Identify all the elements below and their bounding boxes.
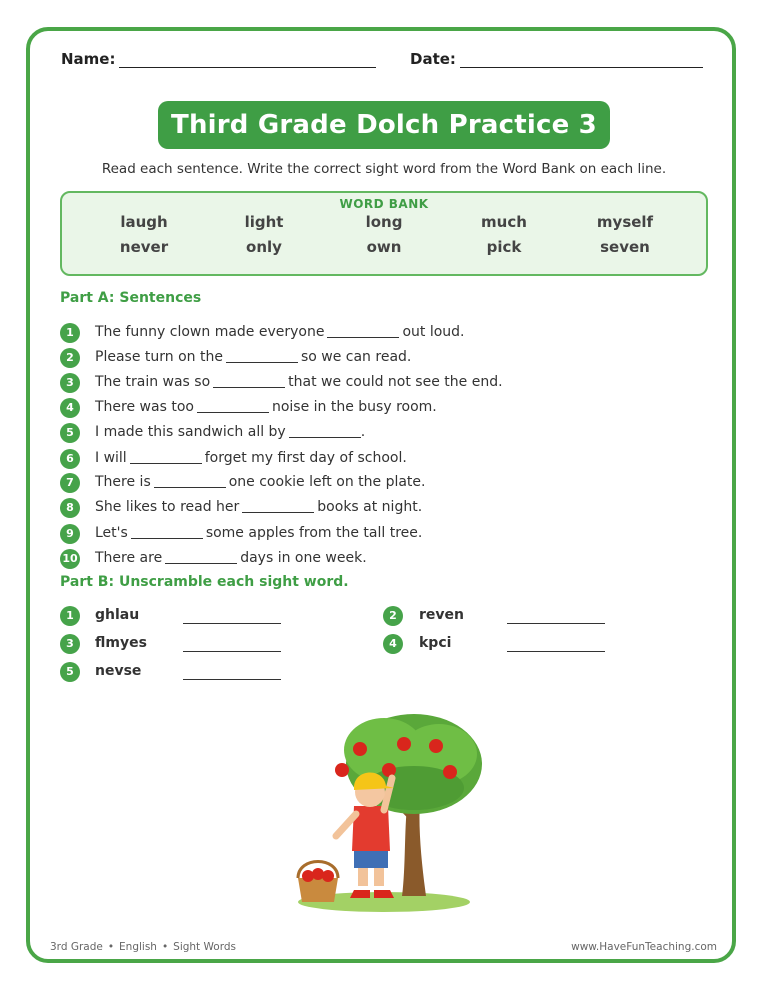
footer-tag: English <box>119 941 157 953</box>
footer-tag: 3rd Grade <box>50 941 103 953</box>
item-number-badge: 1 <box>60 606 80 626</box>
item-number-badge: 10 <box>60 549 80 569</box>
item-number-badge: 4 <box>383 634 403 654</box>
word-bank-title: WORD BANK <box>339 197 429 211</box>
answer-blank[interactable] <box>183 679 281 680</box>
footer-website: www.HaveFunTeaching.com <box>571 941 717 953</box>
sentence-text: There is <box>95 474 151 490</box>
sentence-text: She likes to read her <box>95 499 240 515</box>
sentence-text: . <box>360 424 366 440</box>
item-number-badge: 2 <box>60 348 80 368</box>
sentence-item <box>95 550 367 566</box>
item-number-badge: 3 <box>60 373 80 393</box>
answer-blank[interactable] <box>154 475 226 488</box>
word-bank-word: pick <box>486 238 522 256</box>
word-bank-word: seven <box>600 238 650 256</box>
instructions: Read each sentence. Write the correct sight word from the Word Bank on each line. <box>101 161 667 177</box>
sentence-text: noise in the busy room. <box>271 399 437 415</box>
item-number-badge: 2 <box>383 606 403 626</box>
answer-blank[interactable] <box>165 551 237 564</box>
word-bank-word: own <box>366 238 402 256</box>
scrambled-word: reven <box>419 607 464 623</box>
sentence-text: that we could not see the end. <box>288 374 503 390</box>
word-bank-word: light <box>244 213 284 231</box>
answer-blank[interactable] <box>242 500 314 513</box>
sentence-item <box>95 499 422 515</box>
scrambled-word: flmyes <box>95 635 147 651</box>
boy-picking-apples-illustration <box>284 706 484 918</box>
item-number-badge: 3 <box>60 634 80 654</box>
part-a-heading: Part A: Sentences <box>60 290 202 306</box>
answer-blank[interactable] <box>183 623 281 624</box>
bullet-separator: • <box>107 941 115 953</box>
item-number-badge: 5 <box>60 662 80 682</box>
item-number-badge: 5 <box>60 423 80 443</box>
answer-blank[interactable] <box>183 651 281 652</box>
answer-blank[interactable] <box>130 451 202 464</box>
item-number-badge: 6 <box>60 449 80 469</box>
item-number-badge: 4 <box>60 398 80 418</box>
sentence-text: The train was so <box>95 374 211 390</box>
sentence-text: I will <box>95 450 127 466</box>
word-bank-word: much <box>481 213 527 231</box>
scrambled-word: kpci <box>419 635 452 651</box>
part-b-heading: Part B: Unscramble each sight word. <box>60 574 349 590</box>
sentence-item <box>95 424 365 440</box>
answer-blank[interactable] <box>507 623 605 624</box>
sentence-text: Let's <box>95 525 128 541</box>
footer-tag: Sight Words <box>173 941 236 953</box>
sentence-text: so we can read. <box>300 349 412 365</box>
sentence-item <box>95 525 422 541</box>
sentence-item <box>95 374 503 390</box>
answer-blank[interactable] <box>226 350 298 363</box>
name-field[interactable] <box>119 67 376 68</box>
scrambled-word: ghlau <box>95 607 140 623</box>
sentence-text: days in one week. <box>240 550 367 566</box>
answer-blank[interactable] <box>507 651 605 652</box>
word-bank <box>60 191 708 276</box>
word-bank-word: myself <box>596 213 654 231</box>
sentence-item <box>95 399 437 415</box>
word-bank-word: never <box>119 238 169 256</box>
item-number-badge: 7 <box>60 473 80 493</box>
sentence-text: I made this sandwich all by <box>95 424 286 440</box>
answer-blank[interactable] <box>289 425 361 438</box>
item-number-badge: 8 <box>60 498 80 518</box>
sentence-text: forget my first day of school. <box>204 450 407 466</box>
answer-blank[interactable] <box>131 526 203 539</box>
word-bank-word: only <box>246 238 282 256</box>
word-bank-word: long <box>365 213 403 231</box>
sentence-text: one cookie left on the plate. <box>228 474 426 490</box>
answer-blank[interactable] <box>197 400 269 413</box>
item-number-badge: 1 <box>60 323 80 343</box>
page-title: Third Grade Dolch Practice 3 <box>158 101 610 149</box>
sentence-item <box>95 324 465 340</box>
footer-tags <box>50 941 236 953</box>
sentence-text: There are <box>95 550 163 566</box>
date-label: Date: <box>410 50 456 68</box>
item-number-badge: 9 <box>60 524 80 544</box>
bullet-separator: • <box>161 941 169 953</box>
scrambled-word: nevse <box>95 663 142 679</box>
date-field[interactable] <box>460 67 703 68</box>
word-bank-word: laugh <box>120 213 168 231</box>
sentence-text: The funny clown made everyone <box>95 324 325 340</box>
sentence-item <box>95 450 407 466</box>
sentence-text: Please turn on the <box>95 349 223 365</box>
name-label: Name: <box>61 50 116 68</box>
sentence-item <box>95 474 425 490</box>
sentence-text: some apples from the tall tree. <box>205 525 423 541</box>
answer-blank[interactable] <box>213 375 285 388</box>
sentence-text: out loud. <box>402 324 465 340</box>
answer-blank[interactable] <box>327 325 399 338</box>
sentence-text: There was too <box>95 399 194 415</box>
sentence-text: books at night. <box>317 499 423 515</box>
sentence-item <box>95 349 411 365</box>
